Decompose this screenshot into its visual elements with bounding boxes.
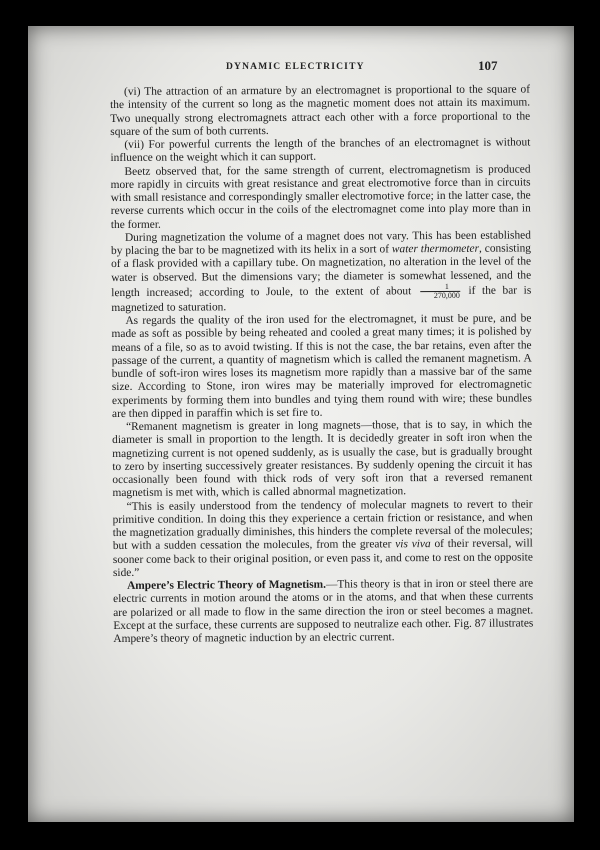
paragraph-vii: (vii) For powerful currents the length of the branches of an electromagnet is without influence on the weight which it can support.	[110, 136, 531, 165]
water-thermometer-term: water thermometer	[391, 242, 480, 256]
page-body	[110, 83, 533, 646]
book-page	[28, 26, 574, 822]
ampere-theory-heading: Ampere’s Electric Theory of Magnetism.	[127, 578, 327, 592]
paragraph-vi: (vi) The attraction of an armature by an electromagnet is proportional to the square of the intensity of the current so long as the magnetic moment does not attain its maximum. Two unequally strong electromagnets attract each other with a force proportional to the square of the sum of both currents.	[110, 83, 531, 138]
paragraph-volume-text-2: , consisting of a flask provided with a capillary tube. On magnetization, no alteration in the level of the water is observed. But the dimensions vary; the diameter is somewhat lessened, and the length increased; according to Joule, to the extent of about	[111, 242, 532, 299]
paragraph-ampere	[113, 577, 533, 646]
ampere-theory-text: —This theory is that in iron or steel there are electric currents in motion around the atoms or in the atoms, and that when these currents are polarized or all made to flow in the same direction the iron or steel becomes a magnet. Except at the surface, these currents are supposed to neutralize each other. Fig. 87 illustrates Ampere’s theory of magnetic induction by an electric current.	[113, 577, 534, 645]
paragraph-molecular-text-1: “This is easily understood from the tendency of molecular magnets to revert to their primitive condition. In doing this they experience a certain friction or resistance, and when the magnetization gradually diminishes, this hinders the complete reversal of the molecules; but with a sudden cessation the molecules, from the greater	[112, 497, 533, 553]
paragraph-iron-quality: As regards the quality of the iron used for the electromagnet, it must be pure, and be made as soft as possible by being reheated and cooled a great many times; it is polished by means of a file, so as to avoid twisting. If this is not the case, the bar retains, even after the passage of the current, a quantity of magnetism which is called the remanent magnetism. A bundle of soft-iron wires loses its magnetism more rapidly than a massive bar of the same size. According to Stone, iron wires may be materially improved for electromagnetic experiments by forming them into bundles and tying them round with wire; these bundles are then dipped in paraffin which is set fire to.	[111, 312, 532, 420]
paragraph-molecular-text-2: of their reversal, will sooner come back to their original position, or even pass it, and come to rest on the opposite side.”	[112, 537, 533, 579]
paragraph-molecular-quote	[113, 498, 533, 580]
fraction	[420, 283, 460, 300]
fraction-numerator: 1	[420, 283, 460, 292]
paragraph-volume-text-3: if the bar is magnetized to saturation.	[111, 284, 532, 314]
paragraph-beetz: Beetz observed that, for the same strength of current, electromagnetism is produced more rapidly in circuits with great resistance and great electromotive force than in circuits with small resistance and correspondingly smaller electromotive force; in the latter case, the reverse currents which occur in the coils of the electromagnet come into play more than in the former.	[110, 162, 531, 231]
vis-viva-term: vis viva	[395, 538, 431, 551]
running-head: DYNAMIC ELECTRICITY	[226, 62, 365, 72]
paragraph-volume	[111, 229, 532, 315]
fraction-denominator: 270,000	[433, 290, 460, 300]
paragraph-remanent-quote: “Remanent magnetism is greater in long magnets—those, that is to say, in which the diameter is small in proportion to the length. It is decidedly greater in soft iron when the magnetizing current is not opened suddenly, as is usually the case, but is gradually brought to zero by inserting successively greater resistances. By suddenly opening the circuit it has occasionally been found with thick rods of very soft iron that a reversed remanent magnetism is met with, which is called abnormal magnetization.	[112, 418, 533, 500]
page-number: 107	[478, 58, 498, 73]
paragraph-volume-text-1: During magnetization the volume of a magnet does not vary. This has been established by placing the bar to be magnetized with its helix in a sort of	[110, 229, 531, 257]
